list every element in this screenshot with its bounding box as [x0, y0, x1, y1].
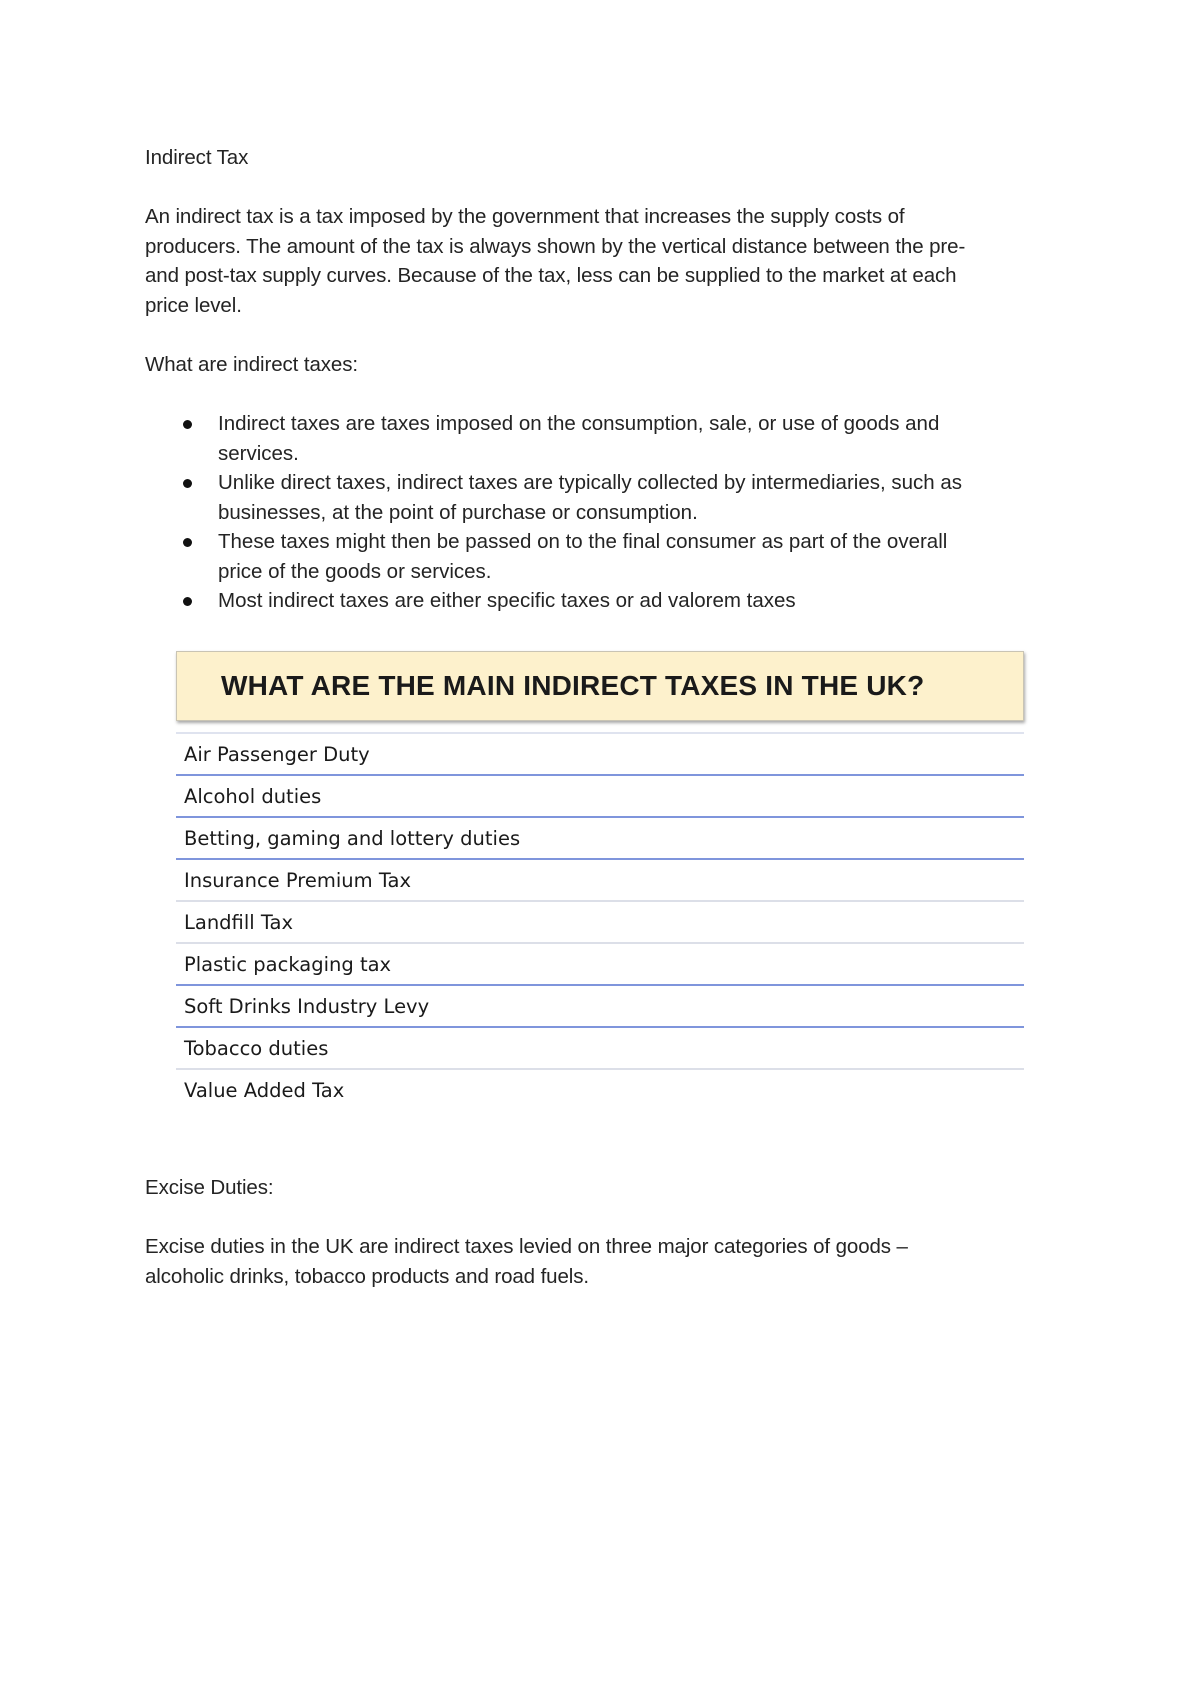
tax-label: Landfill Tax [184, 910, 294, 934]
bullet-item [145, 527, 1045, 586]
tax-label: Insurance Premium Tax [184, 868, 412, 892]
bullet-icon [183, 538, 192, 547]
bullet-list [145, 409, 1045, 616]
bullet-line: These taxes might then be passed on to the final consumer as part of the overall [218, 530, 948, 553]
tax-list [176, 732, 1024, 1110]
bullet-icon [183, 420, 192, 429]
tax-row [176, 818, 1024, 860]
tax-row [176, 1070, 1024, 1110]
bullet-line: Unlike direct taxes, indirect taxes are typically collected by intermediaries, such as [218, 471, 963, 494]
intro-line: An indirect tax is a tax imposed by the government that increases the supply costs of [145, 205, 905, 228]
intro-line: producers. The amount of the tax is always shown by the vertical distance between the pre- [145, 234, 966, 258]
tax-label: Tobacco duties [184, 1036, 329, 1060]
tax-label: Value Added Tax [184, 1078, 345, 1102]
bullet-item [145, 468, 1045, 527]
bullet-item [145, 586, 1045, 616]
tax-row [176, 776, 1024, 818]
bullet-item [145, 409, 1045, 468]
tax-label: Alcohol duties [184, 784, 322, 808]
bullet-line: services. [218, 441, 299, 465]
section-question: What are indirect taxes: [145, 353, 358, 376]
bullet-line: Indirect taxes are taxes imposed on the consumption, sale, or use of goods and [218, 412, 940, 435]
excise-line: Excise duties in the UK are indirect taxes levied on three major categories of goods – [145, 1235, 908, 1258]
excise-heading: Excise Duties: [145, 1176, 274, 1199]
tax-row [176, 986, 1024, 1028]
infographic-header [176, 651, 1024, 721]
tax-label: Air Passenger Duty [184, 742, 370, 766]
bullet-line: price of the goods or services. [218, 559, 492, 583]
tax-row [176, 1028, 1024, 1070]
intro-paragraph [145, 202, 1055, 320]
indirect-taxes-infographic [176, 651, 1024, 1110]
tax-row [176, 734, 1024, 776]
bullet-icon [183, 597, 192, 606]
bullet-icon [183, 479, 192, 488]
tax-row [176, 902, 1024, 944]
tax-label: Betting, gaming and lottery duties [184, 826, 521, 850]
tax-label: Soft Drinks Industry Levy [184, 994, 430, 1018]
excise-line: alcoholic drinks, tobacco products and road fuels. [145, 1264, 589, 1288]
tax-row [176, 860, 1024, 902]
intro-line: price level. [145, 293, 242, 317]
tax-label: Plastic packaging tax [184, 952, 392, 976]
tax-row [176, 944, 1024, 986]
bullet-line: businesses, at the point of purchase or consumption. [218, 500, 698, 524]
intro-line: and post-tax supply curves. Because of the tax, less can be supplied to the market at each [145, 264, 957, 287]
bullet-line: Most indirect taxes are either specific taxes or ad valorem taxes [218, 589, 796, 612]
document-title: Indirect Tax [145, 146, 249, 169]
excise-paragraph [145, 1232, 1055, 1291]
infographic-header-text: WHAT ARE THE MAIN INDIRECT TAXES IN THE UK? [221, 670, 925, 701]
